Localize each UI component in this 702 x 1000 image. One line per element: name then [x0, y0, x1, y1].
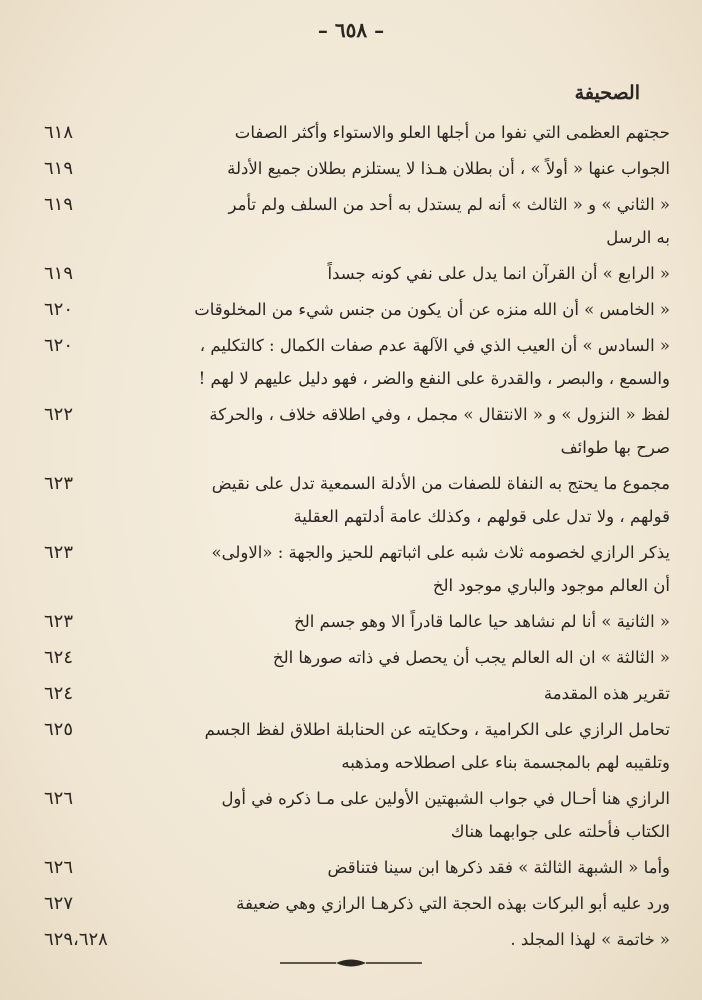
- entry-page-number: ٦٢٥: [44, 719, 74, 740]
- entry-text: [96, 398, 670, 464]
- entry-text: [96, 293, 670, 326]
- toc-entry: [34, 713, 670, 779]
- toc-entry: [34, 467, 670, 533]
- column-header: الصحيفة: [574, 82, 640, 104]
- toc-entry: [34, 329, 670, 395]
- entry-text-line: « الثاني » و « الثالث » أنه لم يستدل به أحد من السلف ولم تأمر: [228, 195, 670, 214]
- entry-page-number: ٦٢٠: [44, 335, 74, 356]
- entry-text-line: أن العالم موجود والباري موجود الخ: [432, 576, 670, 595]
- entry-page-number: ٦٢٤: [44, 647, 74, 668]
- entry-text-line: به الرسل: [606, 228, 670, 247]
- entry-text-line: « الرابع » أن القرآن انما يدل على نفي كونه جسداً: [327, 264, 670, 283]
- entry-page-number: ٦١٨: [44, 122, 74, 143]
- entry-text-line: وأما « الشبهة الثالثة » فقد ذكرها ابن سينا فتناقض: [327, 858, 670, 877]
- entry-page-number: ٦٢٤: [44, 683, 74, 704]
- toc-entry: [34, 536, 670, 602]
- toc-entry: [34, 605, 670, 638]
- toc-entry: [34, 851, 670, 884]
- entry-page-number: ٦٢٧: [44, 893, 74, 914]
- entry-page-number: ٦٢٣: [44, 473, 74, 494]
- entry-text: [96, 329, 670, 395]
- entry-text: [96, 467, 670, 533]
- entry-text-line: والسمع ، والبصر ، والقدرة على النفع والضر ، فهو دليل عليهم لا لهم !: [198, 369, 670, 388]
- entry-text: [96, 641, 670, 674]
- entry-page-number: ٦٢٣: [44, 611, 74, 632]
- entry-text: [96, 713, 670, 779]
- entry-page-number: ٦٢٢: [44, 404, 74, 425]
- entry-text: [96, 188, 670, 254]
- entry-page-number: ٦٢٦: [44, 788, 74, 809]
- entry-page-number: ٦١٩: [44, 194, 74, 215]
- entry-text-line: « الثالثة » ان اله العالم يجب أن يحصل في ذاته صورها الخ: [272, 648, 670, 667]
- entry-text: [96, 677, 670, 710]
- entry-text: [96, 605, 670, 638]
- entry-text-line: تقرير هذه المقدمة: [543, 684, 670, 703]
- toc-entry: [34, 257, 670, 290]
- entry-text-line: ورد عليه أبو البركات بهذه الحجة التي ذكرهـا الرازي وهي ضعيفة: [236, 894, 670, 913]
- entry-text: [96, 116, 670, 149]
- entry-text: [96, 923, 670, 956]
- entry-text-line: « خاتمة » لهذا المجلد .: [510, 930, 670, 949]
- toc-entry: [34, 398, 670, 464]
- toc-entry: [34, 641, 670, 674]
- entry-text-line: قولهم ، ولا تدل على قولهم ، وكذلك عامة أدلتهم العقلية: [293, 507, 670, 526]
- toc-entry: [34, 887, 670, 920]
- toc-entry: [34, 152, 670, 185]
- table-of-contents: [34, 116, 670, 959]
- toc-entry: [34, 923, 670, 956]
- entry-text: [96, 536, 670, 602]
- entry-text-line: الرازي هنا أحـال في جواب الشبهتين الأولين على مـا ذكره في أول: [221, 789, 670, 808]
- toc-entry: [34, 188, 670, 254]
- entry-text: [96, 257, 670, 290]
- ornament-divider-icon: [276, 955, 426, 971]
- entry-text-line: صرح بها طوائف: [560, 438, 670, 457]
- entry-text: [96, 152, 670, 185]
- page-number: – ٦٥٨ –: [317, 18, 385, 42]
- entry-page-number: ٦٢٠: [44, 299, 74, 320]
- entry-page-number: ٦١٩: [44, 158, 74, 179]
- toc-entry: [34, 116, 670, 149]
- entry-text-line: وتلقيبه لهم بالمجسمة بناء على اصطلاحه ومذهبه: [341, 753, 670, 772]
- entry-text: [96, 887, 670, 920]
- entry-text: [96, 851, 670, 884]
- entry-text-line: مجموع ما يحتج به النفاة للصفات من الأدلة السمعية تدل على نقيض: [211, 474, 670, 493]
- entry-page-number: ٦١٩: [44, 263, 74, 284]
- entry-text-line: حجتهم العظمى التي نفوا من أجلها العلو والاستواء وأكثر الصفات: [234, 123, 670, 142]
- entry-text-line: تحامل الرازي على الكرامية ، وحكايته عن الحنابلة اطلاق لفظ الجسم: [204, 720, 670, 739]
- entry-text-line: « السادس » أن العيب الذي في الآلهة عدم صفات الكمال : كالتكليم ،: [199, 336, 670, 355]
- entry-text: [96, 782, 670, 848]
- entry-text-line: لفظ « النزول » و « الانتقال » مجمل ، وفي اطلاقه خلاف ، والحركة: [209, 405, 670, 424]
- entry-page-number: ٦٢٦: [44, 857, 74, 878]
- entry-text-line: « الثانية » أنا لم نشاهد حيا عالما قادراً الا وهو جسم الخ: [294, 612, 670, 631]
- entry-text-line: يذكر الرازي لخصومه ثلاث شبه على اثباتهم للحيز والجهة : «الاولى»: [211, 543, 670, 562]
- entry-page-number: ٦٢٩،٦٢٨: [44, 929, 108, 950]
- entry-text-line: الجواب عنها « أولاً » ، أن بطلان هـذا لا يستلزم بطلان جميع الأدلة: [227, 159, 670, 178]
- entry-page-number: ٦٢٣: [44, 542, 74, 563]
- entry-text-line: « الخامس » أن الله منزه عن أن يكون من جنس شيء من المخلوقات: [194, 300, 670, 319]
- toc-entry: [34, 293, 670, 326]
- toc-entry: [34, 782, 670, 848]
- toc-entry: [34, 677, 670, 710]
- entry-text-line: الكتاب فأحلته على جوابهما هناك: [450, 822, 670, 841]
